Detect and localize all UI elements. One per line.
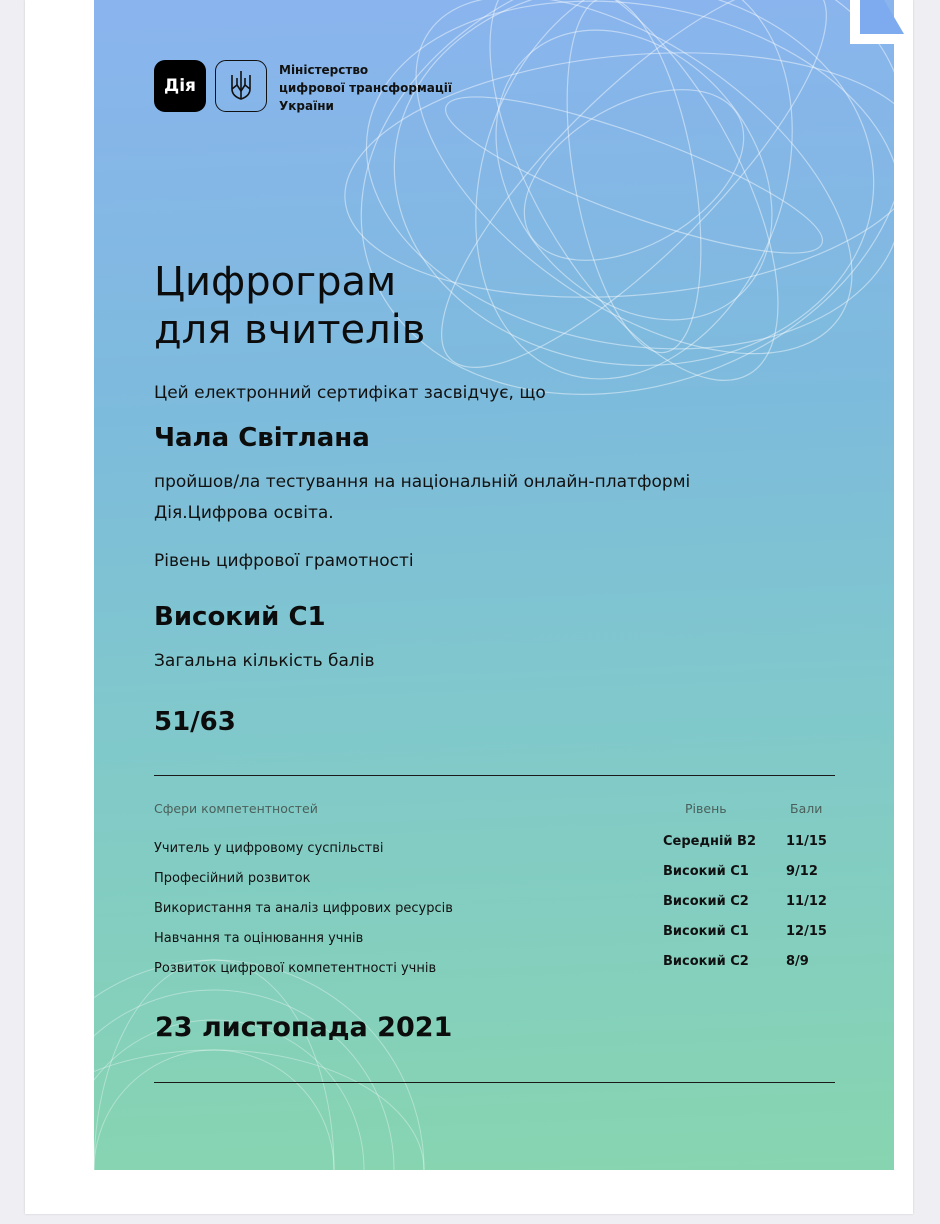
ministry-line: України — [279, 99, 334, 113]
title-line: для вчителів — [154, 307, 426, 353]
page-fold-icon — [850, 0, 904, 44]
document-page — [25, 0, 913, 1214]
competency-table — [94, 833, 894, 983]
table-row — [94, 863, 894, 893]
competency-points: 11/15 — [786, 834, 827, 849]
competency-area: Використання та аналіз цифрових ресурсів — [154, 901, 453, 916]
table-row — [94, 893, 894, 923]
divider-bottom — [154, 1082, 835, 1083]
passed-statement — [154, 467, 690, 529]
recipient-name: Чала Світлана — [154, 423, 370, 453]
header-level: Рівень — [685, 801, 727, 816]
level-value: Високий С1 — [154, 602, 326, 632]
competency-area: Розвиток цифрової компетентності учнів — [154, 961, 437, 976]
competency-level: Високий С2 — [663, 894, 749, 909]
score-value: 51/63 — [154, 707, 236, 737]
competency-level: Високий С1 — [663, 864, 749, 879]
certificate-title — [154, 258, 425, 354]
passed-line: Дія.Цифрова освіта. — [154, 503, 334, 523]
header-competency-area: Сфери компетентностей — [154, 801, 318, 816]
passed-line: пройшов/ла тестування на національній онлайн-платформі — [154, 472, 691, 492]
score-label: Загальна кількість балів — [154, 651, 375, 671]
competency-level: Високий С1 — [663, 924, 749, 939]
divider-top — [154, 775, 835, 776]
table-row — [94, 953, 894, 983]
table-row — [94, 833, 894, 863]
competency-area: Професійний розвиток — [154, 871, 311, 886]
competency-points: 9/12 — [786, 864, 818, 879]
ministry-name — [279, 61, 452, 115]
title-line: Цифрограм — [154, 259, 397, 305]
dia-logo-text: Дія — [164, 76, 196, 96]
certificate — [94, 0, 894, 1170]
level-label: Рівень цифрової грамотності — [154, 551, 414, 571]
competency-level: Високий С2 — [663, 954, 749, 969]
decorative-wireframe-sphere — [94, 0, 894, 1170]
competency-level: Середній В2 — [663, 834, 757, 849]
trident-icon — [215, 60, 267, 112]
competency-points: 12/15 — [786, 924, 827, 939]
ministry-line: цифрової трансформації — [279, 81, 452, 95]
competency-points: 8/9 — [786, 954, 809, 969]
dia-logo-icon — [154, 60, 206, 112]
issue-date: 23 листопада 2021 — [155, 1012, 453, 1043]
competency-area: Навчання та оцінювання учнів — [154, 931, 364, 946]
certificate-intro: Цей електронний сертифікат засвідчує, що — [154, 383, 546, 403]
ministry-line: Міністерство — [279, 63, 369, 77]
competency-area: Учитель у цифровому суспільстві — [154, 841, 384, 856]
competency-points: 11/12 — [786, 894, 827, 909]
header-points: Бали — [790, 801, 823, 816]
table-row — [94, 923, 894, 953]
